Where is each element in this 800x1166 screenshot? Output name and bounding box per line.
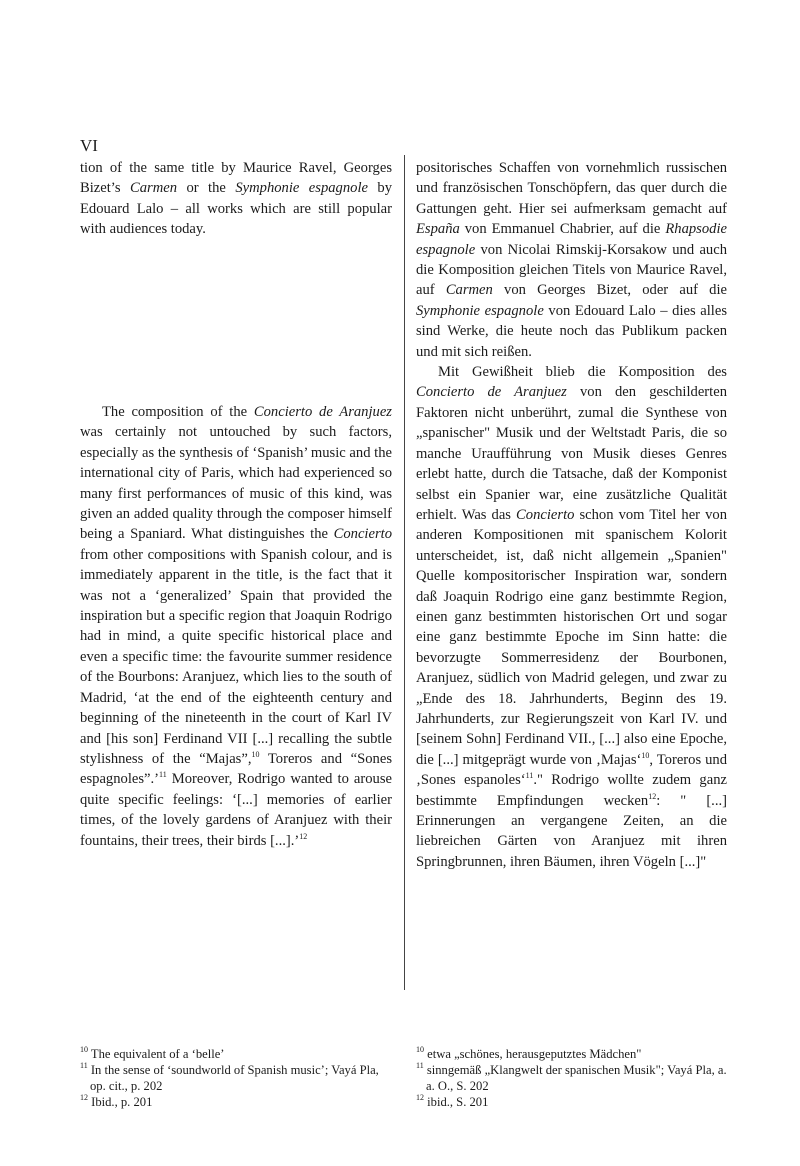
page-number: VI: [80, 136, 98, 155]
german-paragraph-1: positorisches Schaffen von vornehmlich russischen und französischen Tonschöpfern, das quer durch die Gattungen geht. Hier sei aufmerksam gemacht auf España von Emmanuel Chabrier, auf die Rhapsodie espagnole von Nicolai Rimskij-Korsakow und auch die Komposition gleichen Titels von Maurice Ravel, auf Carmen von Georges Bizet, oder auf die Symphonie espagnole von Edouard Lalo – dies alles sind Werke, die heute noch das Publikum packen und mit sich reißen.: [416, 160, 728, 360]
english-paragraph-1: tion of the same title by Maurice Ravel, Georges Bizet’s Carmen or the Symphonie espagnole by Edouard Lalo – all works which are still popular with audiences today.: [80, 160, 393, 238]
footnote: $^{12}$ ibid., S. 201: [416, 1093, 489, 1109]
english-footnotes: [80, 1046, 392, 1110]
german-text: [416, 158, 727, 872]
column-divider: [404, 155, 405, 990]
footnote: $^{11}$ sinngemäß „Klangwelt der spanischen Musik"; Vayá Pla, a. a. O., S. 202: [416, 1061, 727, 1093]
footnote: $^{11}$ In the sense of ‘soundworld of Spanish music’; Vayá Pla, op. cit., p. 202: [80, 1061, 379, 1093]
footnote: $^{10}$ The equivalent of a ‘belle’: [80, 1045, 225, 1061]
english-paragraph-2: The composition of the Concierto de Aranjuez was certainly not untouched by such factors, especially as the synthesis of ‘Spanish’ music and the international city of Paris, which had experienced so many first performances of music of this kind, was given an added quality through the composer himself being a Spaniard. What distinguishes the Concierto from other compositions with Spanish colour, and is immediately apparent in the title, is the fact that it was not a ‘generalized’ Spain that provided the inspiration but a specific region that Joaquin Rodrigo had in mind, a quite specific historical place and even a specific time: the favourite summer residence of the Bourbons: Aranjuez, which lies to the south of Madrid, ‘at the end of the eighteenth century and beginning of the nineteenth in the court of Karl IV and [his son] Ferdinand VII [...] recalling the subtle stylishness of the “Majas”,$^{10}$ Toreros and “Sones espagnoles”.’$^{11}$ Moreover, Rodrigo wanted to arouse quite specific feelings: ‘[...] memories of earlier times, of the lovely gardens of Aranjuez with their fountains, their trees, their birds [...].’$^{12}$: [80, 404, 393, 849]
footnote: $^{10}$ etwa „schönes, herausgeputztes Mädchen": [416, 1045, 642, 1061]
german-paragraph-2: Mit Gewißheit blieb die Komposition des Concierto de Aranjuez von den geschilderten Faktoren nicht unberührt, zumal die Synthese von „spanischer" Musik und der Weltstadt Paris, die so manche Uraufführung von Musik dieses Genres erlebt hatte, durch die Tatsache, daß der Komponist selbst ein Spanier war, eine zusätzliche Qualität erhielt. Was das Concierto schon vom Titel her von anderen Kompositionen mit spanischem Kolorit unterscheidet, ist, daß nicht allgemein „Spanien" Quelle kompositorischer Inspiration war, sondern daß Joaquin Rodrigo eine ganz bestimmte Region, einen ganz bestimmten historischen Ort und sogar eine ganz bestimmte Epoche im Sinn hatte: die bevorzugte Sommerresidenz der Bourbonen, Aranjuez, südlich von Madrid gelegen, und zwar zu „Ende des 18. Jahrhunderts, Beginn des 19. Jahrhunderts, zur Regierungszeit von Karl IV. und [seinem Sohn] Ferdinand VII., [...] also eine Epoche, die [...] mitgeprägt wurde von ‚Majas‘$^{10}$, Toreros und ‚Sones espanoles‘$^{11}$." Rodrigo wollte zudem ganz bestimmte Empfindungen wecken$^{12}$: " [...] Erinnerungen an vergangene Zeiten, an die liebreichen Gärten von Aranjuez mit ihren Springbrunnen, ihren Bäumen, ihren Vögeln [...]": [416, 364, 728, 870]
footnote: $^{12}$ Ibid., p. 201: [80, 1093, 153, 1109]
german-footnotes: [416, 1046, 727, 1110]
